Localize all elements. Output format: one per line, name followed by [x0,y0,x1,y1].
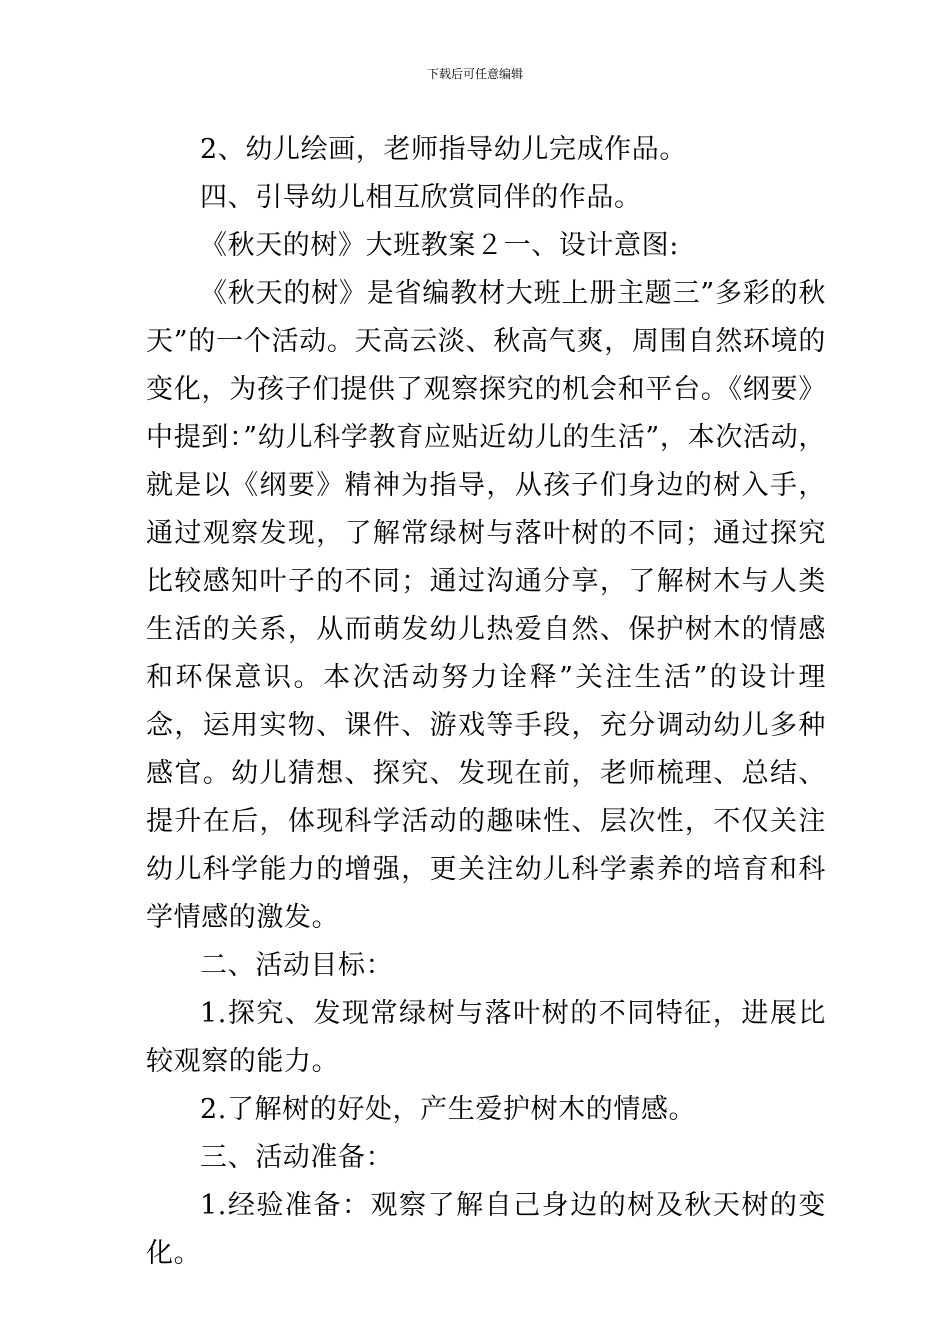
paragraph-9: 1.经验准备：观察了解自己身边的树及秋天树的变化。 [146,1190,826,1269]
paragraph-2: 四、引导幼儿相互欣赏同伴的作品。 [200,182,642,213]
paragraph-5: 二、活动目标： [200,950,394,981]
paragraph-3: 《秋天的树》大班教案２一、设计意图: [200,230,679,261]
paragraph-4: 《秋天的树》是省编教材大班上册主题三”多彩的秋天”的一个活动。天高云淡、秋高气爽，周围自然环境的变化，为孩子们提供了观察探究的机会和平台。《纲要》中提到：”幼儿科学教育应贴近幼儿的生活”，本次活动，就是以《纲要》精神为指导，从孩子们身边的树入手，通过观察发现，了解常绿树与落叶树的不同；通过探究比较感知叶子的不同；通过沟通分享，了解树木与人类生活的关系，从而萌发幼儿热爱自然、保护树木的情感和环保意识。本次活动努力诠释”关注生活”的设计理念，运用实物、课件、游戏等手段，充分调动幼儿多种感官。幼儿猜想、探究、发现在前，老师梳理、总结、提升在后，体现科学活动的趣味性、层次性，不仅关注幼儿科学能力的增强，更关注幼儿科学素养的培育和科学情感的激发。 [146,278,826,933]
paragraph-1: 2、幼儿绘画，老师指导幼儿完成作品。 [200,134,687,165]
paragraph-6: 1.探究、发现常绿树与落叶树的不同特征，进展比较观察的能力。 [146,998,826,1077]
paragraph-8: 三、活动准备： [200,1142,394,1173]
page-header-note: 下载后可任意编辑 [426,67,523,81]
document-body [146,126,826,1278]
paragraph-7: 2.了解树的好处，产生爱护树木的情感。 [200,1094,697,1125]
